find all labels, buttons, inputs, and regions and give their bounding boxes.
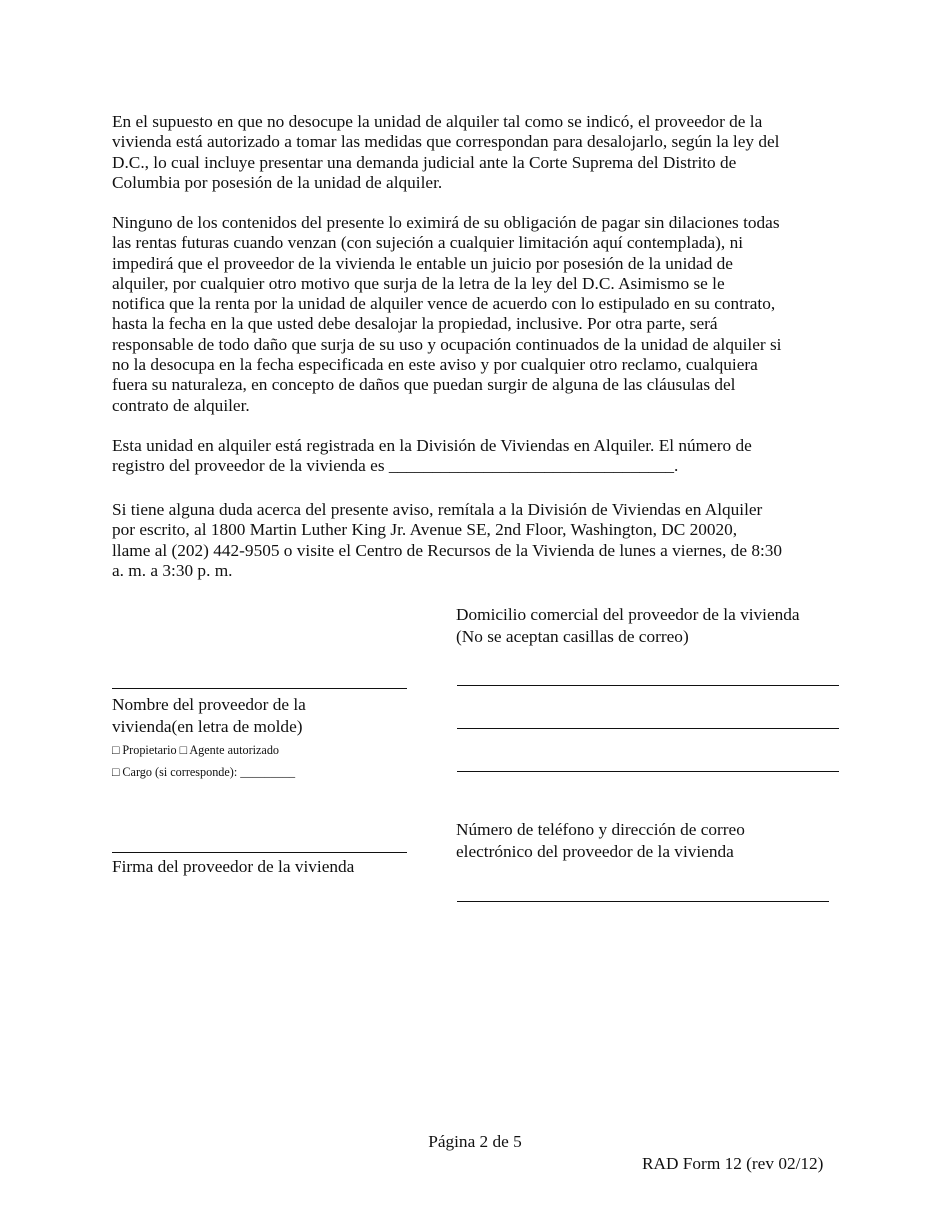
text-line: llame al (202) 442-9505 o visite el Centro de Recursos de la Vivienda de lunes a viernes, de 8:30	[112, 540, 783, 560]
business-address-label	[456, 604, 800, 647]
contact-info-paragraph	[112, 500, 842, 581]
text-line: Ninguno de los contenidos del presente lo eximirá de su obligación de pagar sin dilaciones todas	[112, 213, 780, 232]
text-line: no la desocupa en la fecha especificada en este aviso y por cualquier otro reclamo, cualquiera	[112, 355, 758, 375]
label-line: (No se aceptan casillas de correo)	[456, 626, 689, 646]
text-line: notifica que la renta por la unidad de alquiler vence de acuerdo con lo estipulado en su contrato,	[112, 294, 776, 314]
role-options-checkboxes[interactable]: □ Propietario □ Agente autorizado	[112, 743, 280, 757]
text-line: hasta la fecha en la que usted debe desalojar la propiedad, inclusive. Por otra parte, será	[112, 314, 718, 334]
text-line: vivienda está autorizado a tomar las medidas que correspondan para desalojarlo, según la ley del	[112, 132, 780, 152]
text-line: En el supuesto en que no desocupe la unidad de alquiler tal como se indicó, el proveedor de la	[112, 112, 763, 131]
label-line: Domicilio comercial del proveedor de la vivienda	[456, 605, 800, 624]
text-line: contrato de alquiler.	[112, 395, 250, 415]
label-line: vivienda(en letra de molde)	[112, 716, 303, 736]
address-line-1[interactable]	[457, 685, 839, 686]
registration-paragraph	[112, 436, 842, 477]
eviction-authority-paragraph	[112, 112, 842, 193]
position-field[interactable]: □ Cargo (si corresponde): _________	[112, 765, 296, 779]
text-line: alquiler, por cualquier otro motivo que surja de la letra de la ley del D.C. Asimismo se le	[112, 273, 725, 293]
text-line: Si tiene alguna duda acerca del presente aviso, remítala a la División de Viviendas en Alquiler	[112, 500, 763, 519]
label-line: Número de teléfono y dirección de correo	[456, 820, 745, 839]
page-number: Página 2 de 5	[428, 1132, 522, 1151]
label-line: electrónico del proveedor de la vivienda	[456, 841, 734, 861]
contact-line[interactable]	[457, 901, 829, 902]
text-line: fuera su naturaleza, en concepto de daños que puedan surgir de alguna de las cláusulas del	[112, 375, 736, 395]
text-line: Esta unidad en alquiler está registrada en la División de Viviendas en Alquiler. El número de	[112, 436, 752, 455]
registration-number-line[interactable]: registro del proveedor de la vivienda es _________________________________.	[112, 456, 679, 476]
text-line: Columbia por posesión de la unidad de alquiler.	[112, 172, 443, 192]
form-id: RAD Form 12 (rev 02/12)	[642, 1154, 824, 1173]
label-line: Nombre del proveedor de la	[112, 695, 306, 714]
address-line-2[interactable]	[457, 728, 839, 729]
text-line: a. m. a 3:30 p. m.	[112, 560, 233, 580]
text-line: por escrito, al 1800 Martin Luther King Jr. Avenue SE, 2nd Floor, Washington, DC 20020,	[112, 520, 738, 540]
signature-label: Firma del proveedor de la vivienda	[112, 857, 355, 876]
address-line-3[interactable]	[457, 771, 839, 772]
rent-obligation-paragraph	[112, 213, 842, 416]
provider-name-line[interactable]	[112, 688, 407, 689]
text-line: responsable de todo daño que surja de su uso y ocupación continuados de la unidad de alquiler si	[112, 334, 782, 354]
text-line: impedirá que el proveedor de la vivienda le entable un juicio por posesión de la unidad de	[112, 253, 733, 273]
text-line: las rentas futuras cuando venzan (con sujeción a cualquier limitación aquí contemplada), ni	[112, 233, 744, 253]
provider-name-label	[112, 694, 306, 737]
signature-line[interactable]	[112, 852, 407, 853]
text-line: D.C., lo cual incluye presentar una demanda judicial ante la Corte Suprema del Distrito de	[112, 152, 737, 172]
contact-label	[456, 819, 745, 862]
